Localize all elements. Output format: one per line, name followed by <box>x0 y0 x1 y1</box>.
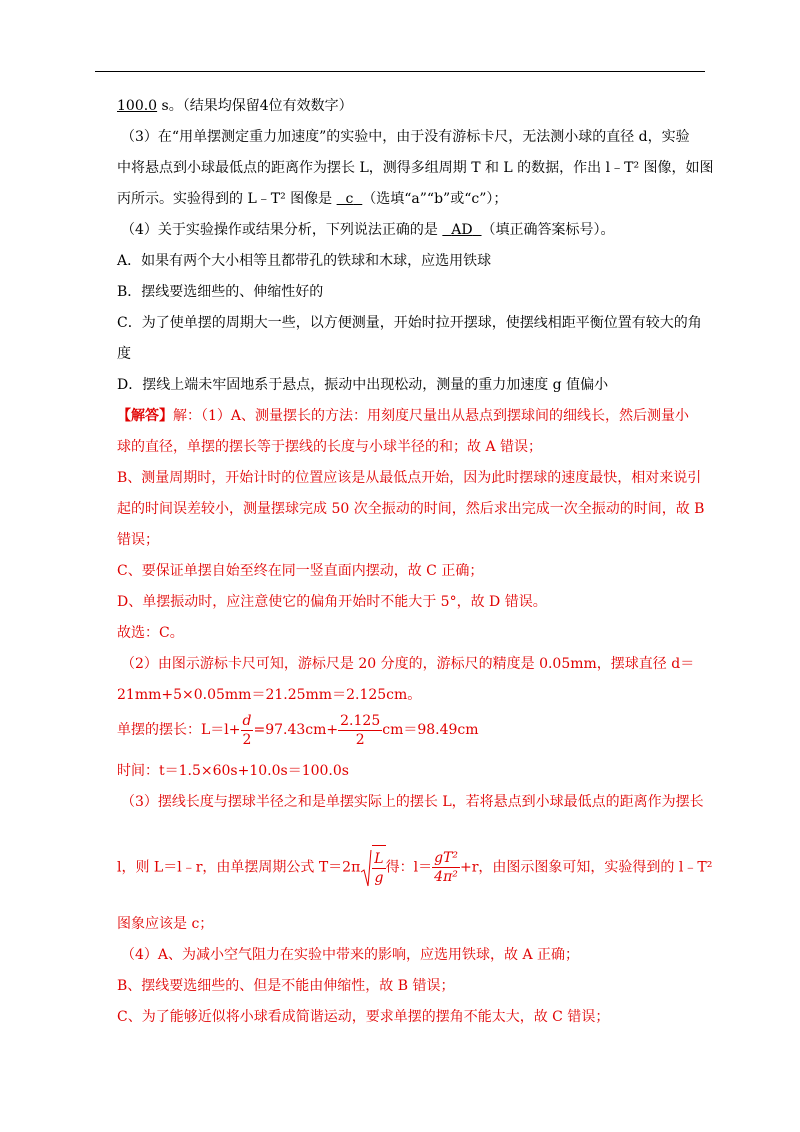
fraction-d-over-2: $\frac{d}{2}$ <box>242 712 252 748</box>
option-c-line-2: 度 <box>117 346 131 362</box>
option-b: B．摆线要选细些的、伸缩性好的 <box>117 284 324 300</box>
answer-line-period-formula: l，则 L＝l﹣r，由单摆周期公式 T＝2π $\frac{L}{g}$ 得：l＝ $\frac{\text{gT²}}{\text{4π²}}$ +r，由图示图象可知，实验得到的 l﹣T² <box>117 845 712 890</box>
header-rule <box>95 71 705 72</box>
radical-sign-icon <box>360 848 372 888</box>
answer-line-8: 故选：C。 <box>117 625 184 641</box>
answer-line-time: 时间：t＝1.5×60s+10.0s＝100.0s <box>117 763 349 779</box>
answer-blank-time: 100.0 <box>117 98 158 114</box>
answer-line-18: C、为了能够近似将小球看成简谐运动，要求单摆的摆角不能太大，故 C 错误； <box>117 1009 610 1025</box>
option-d: D．摆线上端未牢固地系于悬点，振动中出现松动，测量的重力加速度 g 值偏小 <box>117 377 609 393</box>
question-line-5: （4）关于实验操作或结果分析，下列说法正确的是 AD （填正确答案标号）。 <box>121 222 615 238</box>
answer-line-6: C、要保证单摆自始至终在同一竖直面内摆动，故 C 正确； <box>117 563 484 579</box>
answer-line-17: B、摆线要选细些的、但是不能由伸缩性，故 B 错误； <box>117 978 455 994</box>
option-c-line-1: C．为了使单摆的周期大一些，以方便测量，开始时拉开摆球，使摆线相距平衡位置有较大的角 <box>117 315 702 331</box>
answer-blank-options: AD <box>451 222 473 238</box>
answer-line-16: （4）A、为减小空气阻力在实验中带来的影响，应选用铁球，故 A 正确； <box>121 947 580 963</box>
answer-line-15: 图象应该是 c； <box>117 916 214 932</box>
option-a: A．如果有两个大小相等且都带孔的铁球和木球，应选用铁球 <box>117 253 492 269</box>
answer-line-7: D、单摆振动时，应注意使它的偏角开始时不能大于 5°，故 D 错误。 <box>117 594 547 610</box>
square-root-l-over-g: $\frac{L}{g}$ <box>360 845 385 890</box>
question-line-2: （3）在“用单摆测定重力加速度”的实验中，由于没有游标卡尺，无法测小球的直径 d，实验 <box>121 129 690 145</box>
answer-line-length-formula: 单摆的摆长：L＝l+ $\frac{d}{2}$ =97.43cm+ $\frac{2.125}{2}$ cm＝98.49cm <box>117 712 479 748</box>
answer-line-4: 起的时间误差较小，测量摆球完成 50 次全振动的时间，然后求出完成一次全振动的时间，故 B <box>117 501 705 517</box>
answer-blank-graph: c <box>345 191 354 207</box>
answer-line-3: B、测量周期时，开始计时的位置应该是从最低点开始，因为此时摆球的速度最快，相对来说引 <box>117 470 702 486</box>
answer-line-1: 【解答】解：（1）A、测量摆长的方法：用刻度尺量出从悬点到摆球间的细线长，然后测量小 <box>117 408 690 424</box>
fraction-diameter-over-2: $\frac{2.125}{2}$ <box>340 712 381 748</box>
answer-line-5: 错误； <box>117 532 159 548</box>
answer-tag: 【解答】 <box>117 408 173 424</box>
question-line-4: 丙所示。实验得到的 L﹣T² 图像是 c （选填“a”“b”或“c”）； <box>117 191 508 207</box>
answer-line-2: 球的直径，单摆的摆长等于摆线的长度与小球半径的和；故 A 错误； <box>117 439 543 455</box>
question-line-1: 100.0 s。（结果均保留4位有效数字） <box>117 98 353 114</box>
answer-line-9: （2）由图示游标卡尺可知，游标尺是 20 分度的，游标尺的精度是 0.05mm，摆球直径 d＝ <box>121 656 695 672</box>
answer-line-10: 21mm+5×0.05mm＝21.25mm＝2.125cm。 <box>117 687 422 703</box>
fraction-gT2-over-4pi2: $\frac{\text{gT²}}{\text{4π²}}$ <box>434 850 458 885</box>
answer-line-13: （3）摆线长度与摆球半径之和是单摆实际上的摆长 L，若将悬点到小球最低点的距离作为摆长 <box>121 794 704 810</box>
question-line-3: 中将悬点到小球最低点的距离作为摆长 L，测得多组周期 T 和 L 的数据，作出 l﹣T² 图像，如图 <box>117 160 714 176</box>
